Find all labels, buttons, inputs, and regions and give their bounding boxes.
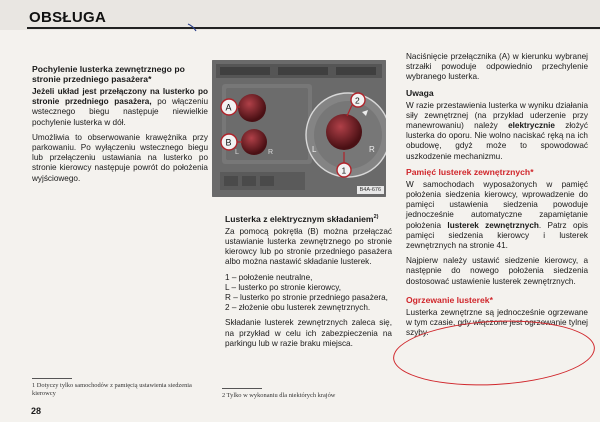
paragraph-heating: Lusterka zewnętrzne są jednocześnie ogrzewane w tym czasie, gdy włączone jest ogrzewanie tylnej szyby. [406,307,588,338]
zoom-label-l: L [312,145,317,154]
paragraph-switch-a: Naciśnięcie przełącznika (A) w kierunku wybranej strzałki powoduje odpowiednio przechylenie wybranego lusterka. [406,52,588,82]
pen-mark-icon [186,22,200,34]
header-rule [27,27,600,29]
knob-small-r: R [268,149,274,156]
paragraph-warning: W razie przestawienia lusterka w wyniku działania siły zewnętrznej (na przykład uderzenie przy manewrowaniu) należy elektrycznie złożyć lusterka do oporu. Nie wolno naciskać ręką na ich obudowę, gdyż może to spowodować uszkodzenie mechanizmu. [406,100,588,161]
paragraph-tilt-info: Jeżeli układ jest przełączony na lusterko po stronie przedniego pasażera, po włączeniu wstecznego biegu następuje niewielkie pochylenie lusterka w dół. [32,87,209,127]
heading-mirror-memory: Pamięć lusterek zewnętrznych* [406,166,534,177]
left-column [32,64,208,189]
figure-code: B4A-676 [357,186,384,194]
mirror-control-drawing [212,60,386,197]
callout-a-label: A [225,102,232,113]
middle-column [225,212,392,354]
footnote-1: 1 Dotyczy tylko samochodów z pamięcią ustawienia siedzenia kierowcy [32,382,192,397]
knob-positions-list [225,273,392,314]
paragraph-folding-advice: Składanie lusterek zewnętrznych zaleca się, na przykład w celu ich zabezpieczenia na parkingu lub w razie braku miejsca. [225,318,392,348]
heading-marker: * [148,74,152,84]
page-number: 28 [31,406,42,416]
zoom-label-r: R [369,145,375,154]
mirror-switch-a [238,94,266,122]
heading-mirror-heating: Ogrzewanie lusterek* [406,294,493,305]
paragraph-curb-view: Umożliwia to obserwowanie krawężnika przy parkowaniu. Po wyłączeniu wstecznego biegu lub przełączeniu ustawiania na lusterko po stronie kierowcy następuje powrót do położenia wyjściowego. [32,132,208,183]
list-item: L – lusterko po stronie kierowcy, [225,282,342,292]
paragraph-memory: W samochodach wyposażonych w pamięć położenia siedzenia kierowcy, wprowadzenie do pamięci ustawienia siedzenia powoduje jednocześnie automatyczne zapamiętanie położenia lusterek zewnętrznych. Patrz opis pamięci siedzenia kierowcy i lusterek zewnętrznych na stronie 41. [406,179,588,251]
knob-small-l: L [235,149,239,156]
paragraph-knob-b: Za pomocą pokrętła (B) można przełączać ustawianie lusterka zewnętrznego po stronie kierowcy lub po stronie przedniego pasażera albo można nastawić składanie lusterek. [225,226,392,267]
list-item: 2 – złożenie obu lusterek zewnętrznych. [225,303,371,313]
footnote-2: 2 Tylko w wykonaniu dla niektórych krajów [222,392,336,399]
right-column [406,52,588,343]
paragraph-memory-order: Najpierw należy ustawić siedzenie kierowcy, a następnie do nowego położenia siedzenia dostosować ustawienie lusterek zewnętrznych. [406,256,588,286]
section-title: OBSŁUGA [29,9,107,26]
callout-2-label: 2 [355,95,360,106]
list-item: R – lusterko po stronie przedniego pasażera, [225,293,388,303]
heading-passenger-mirror-tilt: Pochylenie lusterka zewnętrznego po stronie przedniego pasażera* [32,64,185,84]
footnote-rule-mid [222,388,262,389]
zoomed-selector-knob [326,114,362,150]
footnote-rule-left [32,378,72,379]
list-item: 1 – położenie neutralne, [225,272,313,282]
heading-warning: Uwaga [406,87,434,98]
mirror-selector-b [241,129,267,155]
heading-electric-folding: Lusterka z elektrycznym składaniem$^{2)}$ [225,213,379,224]
mirror-control-figure [212,60,386,197]
callout-b-label: B [225,137,232,148]
callout-1-label: 1 [341,165,347,176]
